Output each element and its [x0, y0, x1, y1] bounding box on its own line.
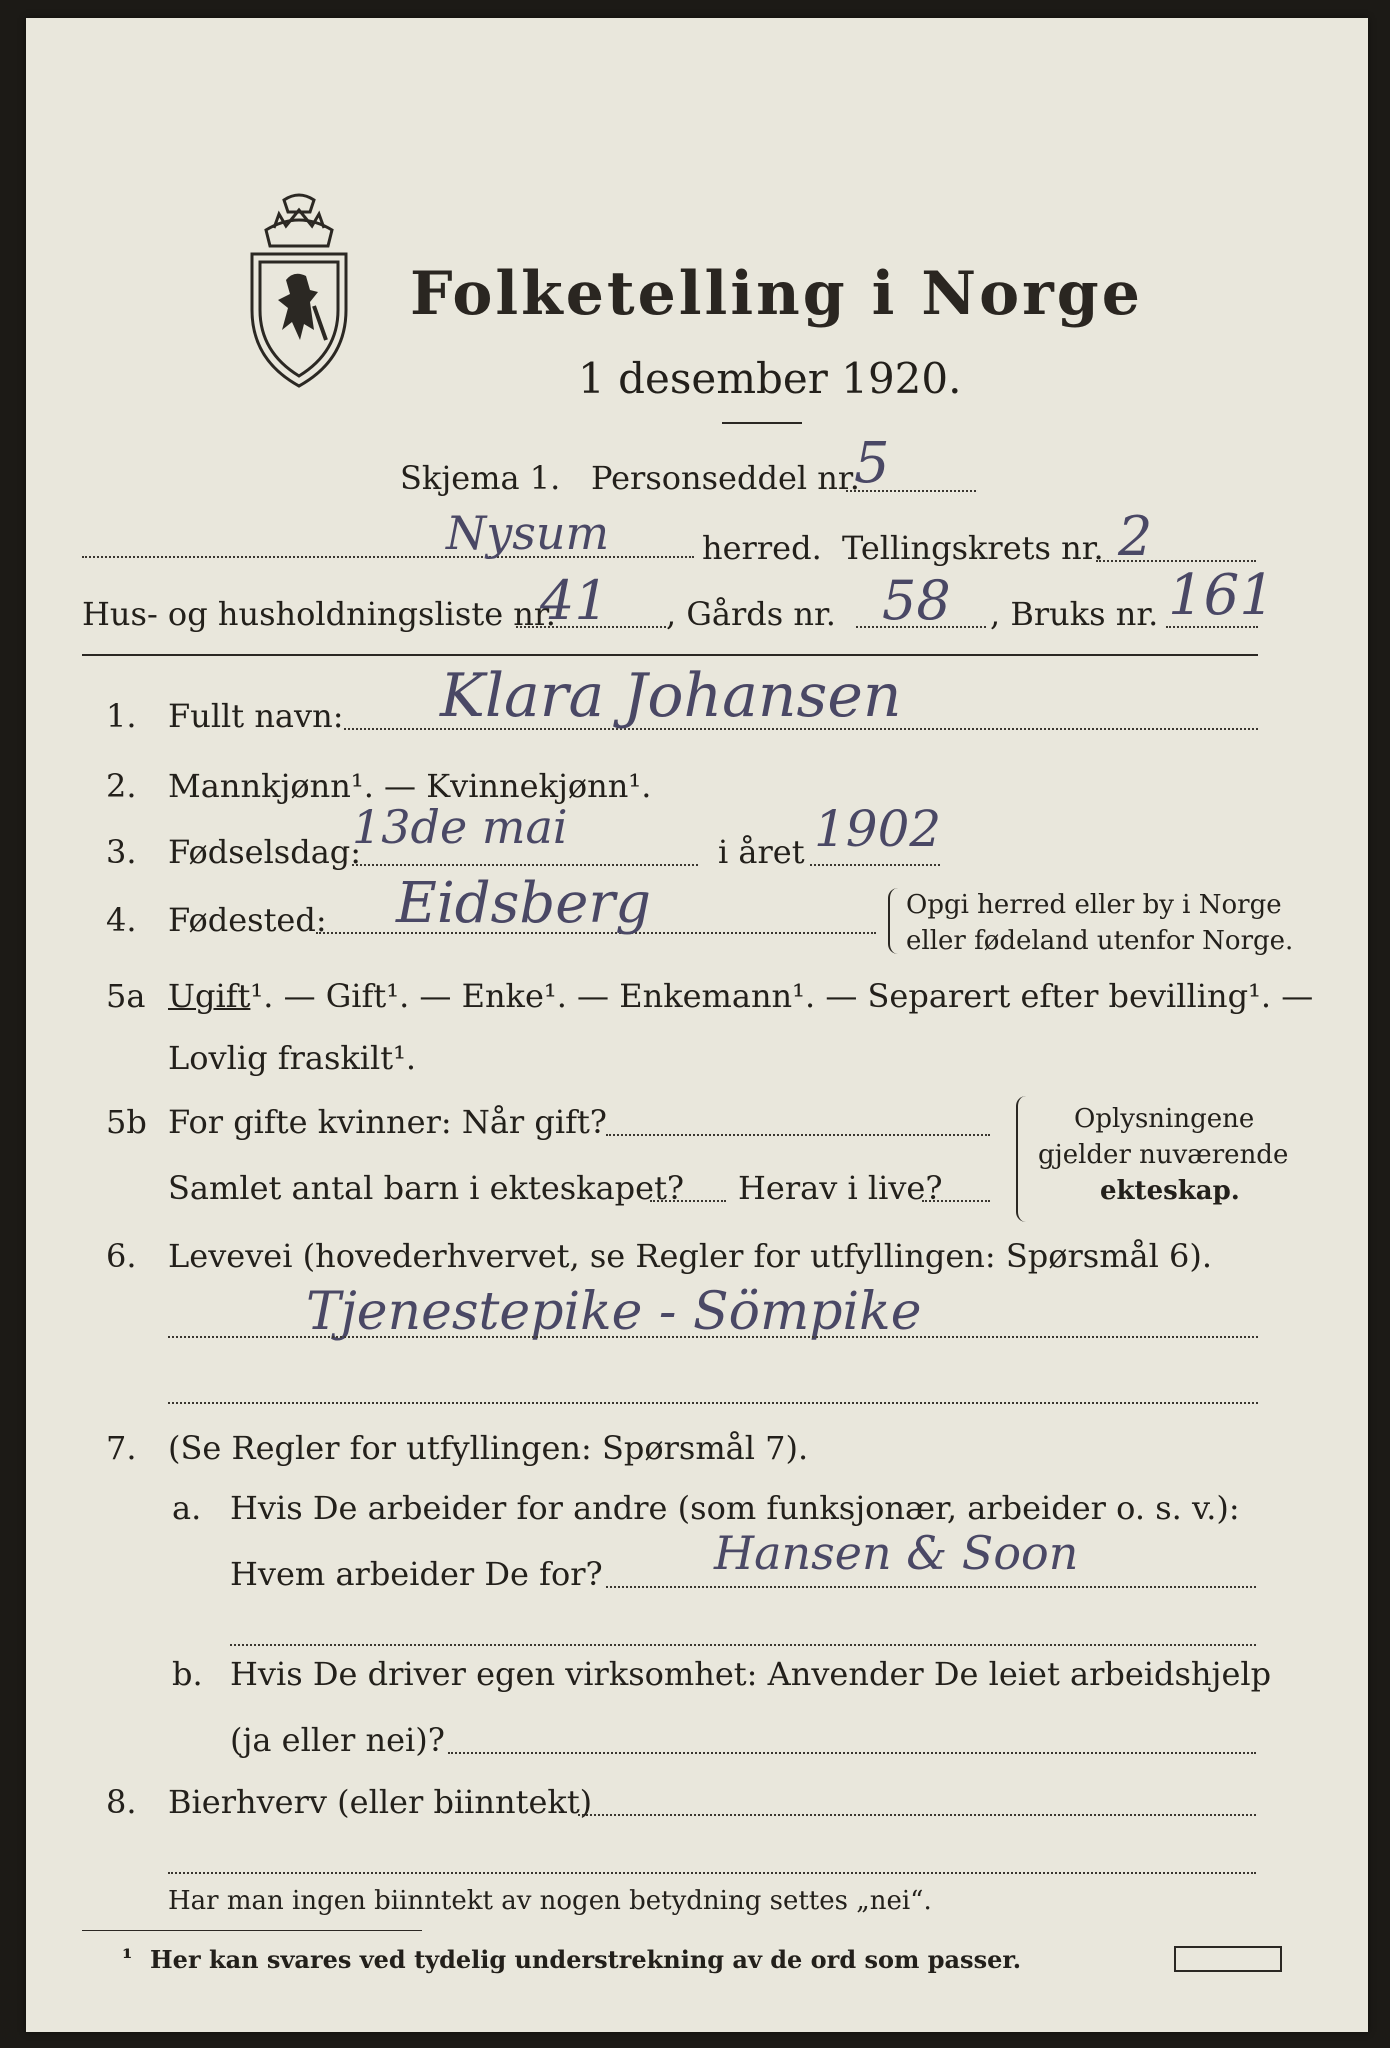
q6-label: Levevei (hovederhvervet, se Regler for utfyllingen: Spørsmål 6). [168, 1237, 1213, 1275]
q7b-letter: b. [172, 1655, 203, 1693]
q5b-note-line3: ekteskap. [1100, 1176, 1240, 1206]
occupation-value[interactable]: Tjenestepike - Sömpike [306, 1282, 922, 1342]
q7-number: 7. [106, 1429, 137, 1467]
q5a-number: 5a [106, 977, 146, 1015]
husliste-number[interactable]: 41 [540, 569, 609, 632]
herred-name[interactable]: Nysum [446, 506, 610, 560]
q5b-note-line1: Oplysningene [1074, 1104, 1255, 1134]
q7-label: (Se Regler for utfyllingen: Spørsmål 7). [168, 1429, 809, 1467]
q8-note: Har man ingen biinntekt av nogen betydning settes „nei“. [168, 1886, 932, 1916]
footnote-rule [82, 1930, 422, 1931]
census-form [26, 18, 1368, 2032]
birth-day-value[interactable]: 13de mai [352, 800, 568, 854]
gards-label: , Gårds nr. [666, 595, 836, 633]
q5a-line2: Lovlig fraskilt¹. [168, 1039, 417, 1077]
q7a-label: Hvis De arbeider for andre (som funksjonær, arbeider o. s. v.): [230, 1489, 1240, 1527]
birth-year-value[interactable]: 1902 [814, 800, 942, 858]
q2-number: 2. [106, 767, 137, 805]
q1-label: Fullt navn: [168, 697, 344, 735]
footnote-text: Her kan svares ved tydelig understrekning av de ord som passer. [150, 1945, 1022, 1974]
personseddel-label: Personseddel nr. [591, 459, 860, 497]
q7a-employer-label: Hvem arbeider De for? [230, 1555, 603, 1593]
full-name-value[interactable]: Klara Johansen [440, 661, 902, 731]
q7a-line1 [606, 1586, 1256, 1588]
q4-note-brace [888, 888, 898, 954]
q8-label: Bierhverv (eller biinntekt) [168, 1783, 593, 1821]
q3-number: 3. [106, 833, 137, 871]
form-title: Folketelling i Norge [410, 259, 1143, 329]
tellingskrets-number[interactable]: 2 [1118, 505, 1153, 568]
q7b-label: Hvis De driver egen virksomhet: Anvender De leiet arbeidshjelp [230, 1655, 1272, 1693]
q4-number: 4. [106, 901, 137, 939]
q5b-label: For gifte kvinner: Når gift? [168, 1103, 607, 1141]
footnote-number: ¹ [122, 1943, 133, 1972]
q6-line1 [168, 1336, 1258, 1338]
q5b-children-label: Samlet antal barn i ekteskapet? [168, 1169, 685, 1207]
norwegian-coat-of-arms-icon [244, 190, 354, 390]
q5a-ugift-option[interactable]: Ugift [168, 977, 251, 1015]
q7b-line [448, 1752, 1256, 1754]
q8-number: 8. [106, 1783, 137, 1821]
birthplace-value[interactable]: Eidsberg [396, 871, 651, 936]
q1-number: 1. [106, 697, 137, 735]
q5a-options [168, 977, 1314, 1015]
q7a-letter: a. [172, 1489, 202, 1527]
printer-stamp [1174, 1946, 1282, 1972]
q4-note-line1: Opgi herred eller by i Norge [906, 890, 1282, 920]
q7a-line2 [230, 1644, 1256, 1646]
q5b-alive-label: Herav i live? [738, 1169, 943, 1207]
title-divider [722, 422, 802, 424]
q5b-number: 5b [106, 1103, 147, 1141]
q5b-note-line2: gjelder nuværende [1038, 1140, 1289, 1170]
schema-label: Skjema 1. [400, 459, 561, 497]
q5b-note-brace [1016, 1096, 1028, 1222]
q4-label: Fødested: [168, 901, 327, 939]
q3-year-line [810, 864, 940, 866]
q5b-line1 [606, 1134, 990, 1136]
personseddel-number[interactable]: 5 [854, 431, 890, 496]
tellingskrets-label: Tellingskrets nr. [842, 529, 1104, 567]
q5a-other-options: ¹. — Gift¹. — Enke¹. — Enkemann¹. — Separert efter bevilling¹. — [250, 977, 1314, 1015]
q6-number: 6. [106, 1237, 137, 1275]
bruks-number[interactable]: 161 [1168, 563, 1275, 628]
employer-value[interactable]: Hansen & Soon [714, 1526, 1079, 1580]
q6-line2 [168, 1402, 1258, 1404]
gards-number[interactable]: 58 [882, 569, 951, 632]
q8-line1 [578, 1814, 1256, 1816]
q3-day-line [352, 864, 698, 866]
husliste-label: Hus- og husholdningsliste nr. [82, 595, 556, 633]
q8-line2 [168, 1872, 1256, 1874]
q4-note-line2: eller fødeland utenfor Norge. [906, 926, 1294, 956]
bruks-label: , Bruks nr. [990, 595, 1159, 633]
q2-label: Mannkjønn¹. — Kvinnekjønn¹. [168, 767, 652, 805]
form-date: 1 desember 1920. [578, 354, 962, 403]
q5b-children-line [650, 1200, 726, 1202]
q3-label: Fødselsdag: [168, 833, 362, 871]
herred-label: herred. [702, 529, 822, 567]
q5b-alive-line [922, 1200, 990, 1202]
header-divider [82, 654, 1258, 656]
q7b-yesno-label: (ja eller nei)? [230, 1721, 445, 1759]
q3-year-label: i året [718, 833, 805, 871]
